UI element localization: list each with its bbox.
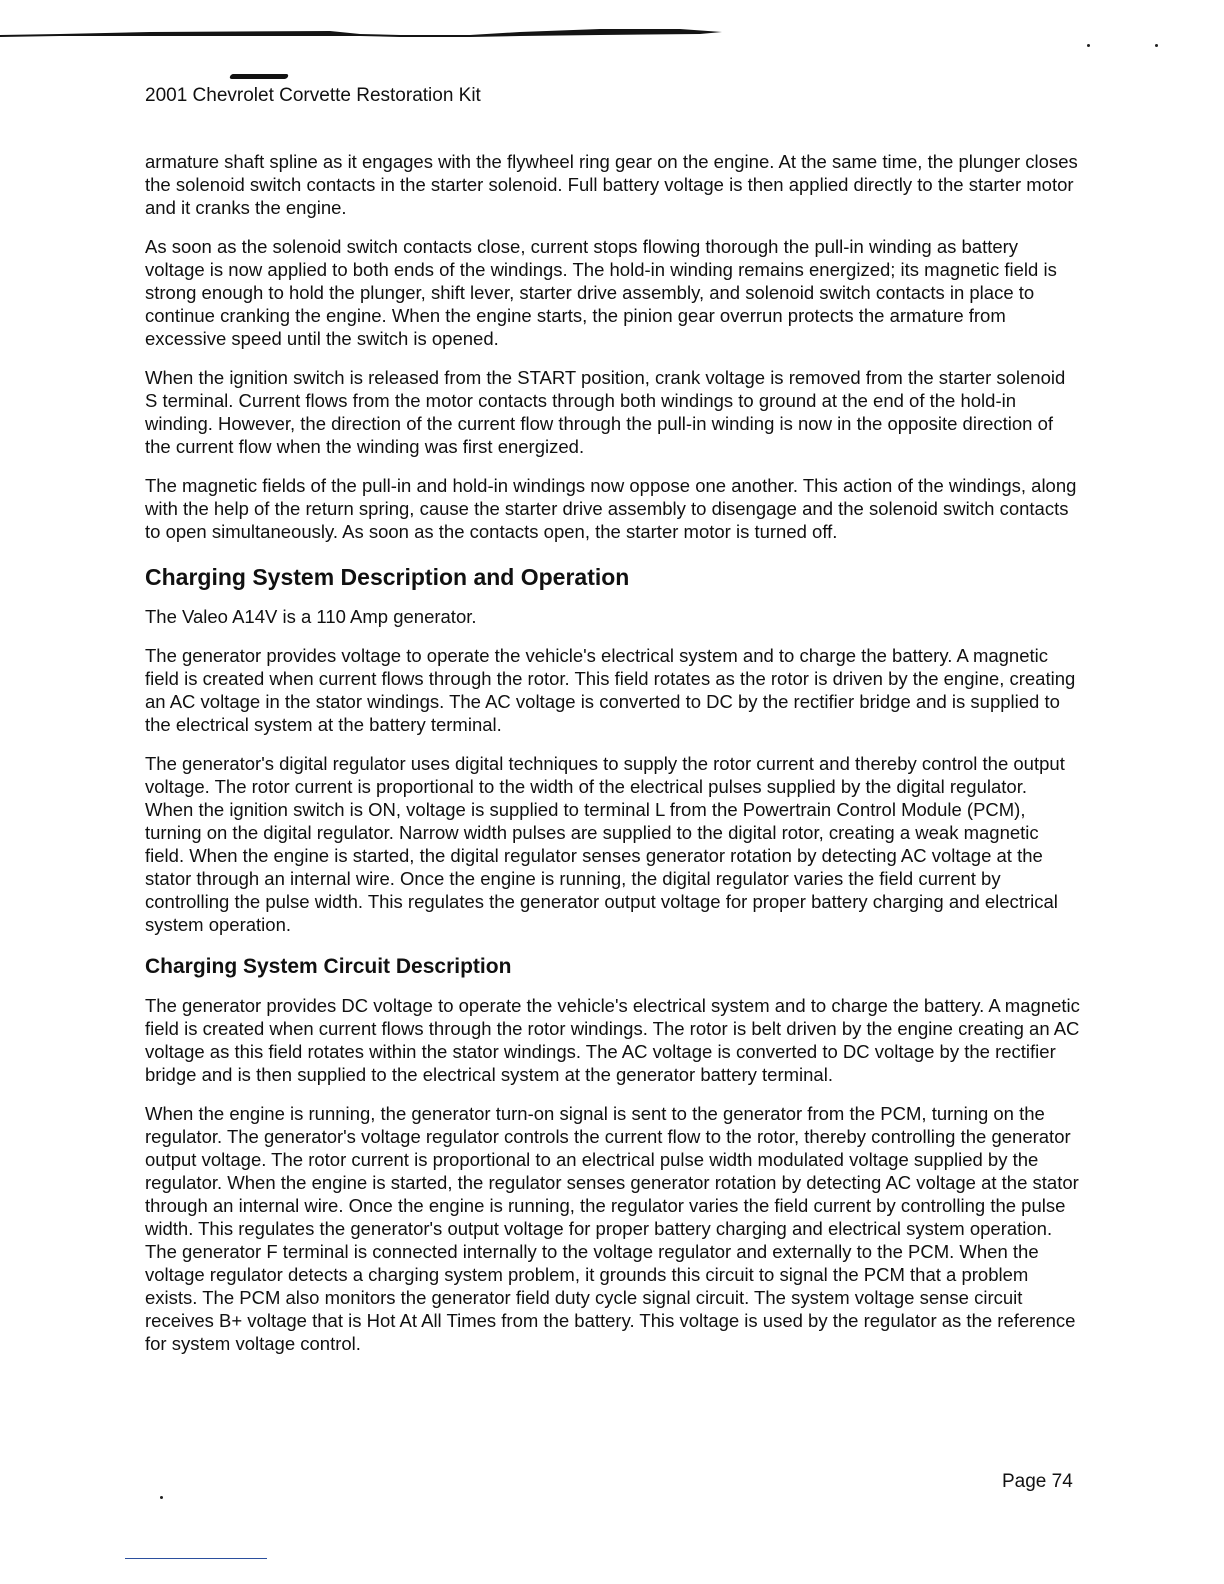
page-number: Page 74 [1002,1471,1073,1492]
section-heading-circuit-description: Charging System Circuit Description [145,955,512,978]
bottom-rule [125,1558,267,1559]
document-body [145,150,1080,1371]
body-paragraph: The generator provides DC voltage to operate the vehicle's electrical system and to charge the battery. A magnetic field is created when current flows through the rotor windings. The rotor is belt driven by the engine creating an AC voltage as this field rotates within the stator windings. The AC voltage is converted to DC voltage by the rectifier bridge and is then supplied to the electrical system at the generator battery terminal. [145,995,1080,1085]
body-paragraph: As soon as the solenoid switch contacts close, current stops flowing thorough the pull-in winding as battery voltage is now applied to both ends of the windings. The hold-in winding remains energized; its magnetic field is strong enough to hold the plunger, shift lever, starter drive assembly, and solenoid switch contacts in place to continue cranking the engine. When the engine starts, the pinion gear overrun protects the armature from excessive speed until the switch is opened. [145,236,1057,349]
body-paragraph: The generator provides voltage to operate the vehicle's electrical system and to charge the battery. A magnetic field is created when current flows through the rotor. This field rotates as the rotor is driven by the engine, creating an AC voltage in the stator windings. The AC voltage is converted to DC by the rectifier bridge and is supplied to the electrical system at the battery terminal. [145,645,1076,735]
body-paragraph: When the engine is running, the generator turn-on signal is sent to the generator from the PCM, turning on the regulator. The generator's voltage regulator controls the current flow to the rotor, thereby controlling the generator output voltage. The rotor current is proportional to an electrical pulse width modulated voltage supplied by the regulator. When the engine is started, the regulator senses generator rotation by detecting AC voltage at the stator through an internal wire. Once the engine is running, the regulator varies the field current by controlling the pulse width. This regulates the generator's output voltage for proper battery charging and electrical system operation. The generator F terminal is connected internally to the voltage regulator and externally to the PCM. When the voltage regulator detects a charging system problem, it grounds this circuit to signal the PCM that a problem exists. The PCM also monitors the generator field duty cycle signal circuit. The system voltage sense circuit receives B+ voltage that is Hot At All Times from the battery. This voltage is used by the regulator as the reference for system voltage control. [145,1103,1079,1354]
scan-artifact-dot [160,1496,163,1499]
section-heading-charging-system: Charging System Description and Operation [145,564,630,590]
scan-artifact-top-line [0,26,730,40]
body-paragraph: When the ignition switch is released from the START position, crank voltage is removed from the starter solenoid S terminal. Current flows from the motor contacts through both windings to ground at the end of the hold-in winding. However, the direction of the current flow through the pull-in winding is now in the opposite direction of the current flow when the winding was first energized. [145,367,1066,457]
scan-artifact-dot [1155,44,1158,47]
scan-artifact-mark [229,74,289,79]
body-paragraph: The Valeo A14V is a 110 Amp generator. [145,606,477,627]
running-header-title: 2001 Chevrolet Corvette Restoration Kit [145,85,481,106]
body-paragraph: The generator's digital regulator uses digital techniques to supply the rotor current and thereby control the output voltage. The rotor current is proportional to the width of the electrical pulses supplied by the digital regulator. When the ignition switch is ON, voltage is supplied to terminal L from the Powertrain Control Module (PCM), turning on the digital regulator. Narrow width pulses are supplied to the digital rotor, creating a weak magnetic field. When the engine is started, the digital regulator senses generator rotation by detecting AC voltage at the stator through an internal wire. Once the engine is running, the digital regulator varies the field current by controlling the pulse width. This regulates the generator output voltage for proper battery charging and electrical system operation. [145,753,1065,935]
body-paragraph: armature shaft spline as it engages with the flywheel ring gear on the engine. At the same time, the plunger closes the solenoid switch contacts in the starter solenoid. Full battery voltage is then applied directly to the starter motor and it cranks the engine. [145,151,1078,218]
body-paragraph: The magnetic fields of the pull-in and hold-in windings now oppose one another. This action of the windings, along with the help of the return spring, cause the starter drive assembly to disengage and the solenoid switch contacts to open simultaneously. As soon as the contacts open, the starter motor is turned off. [145,475,1077,542]
scan-artifact-dot [1087,44,1090,47]
